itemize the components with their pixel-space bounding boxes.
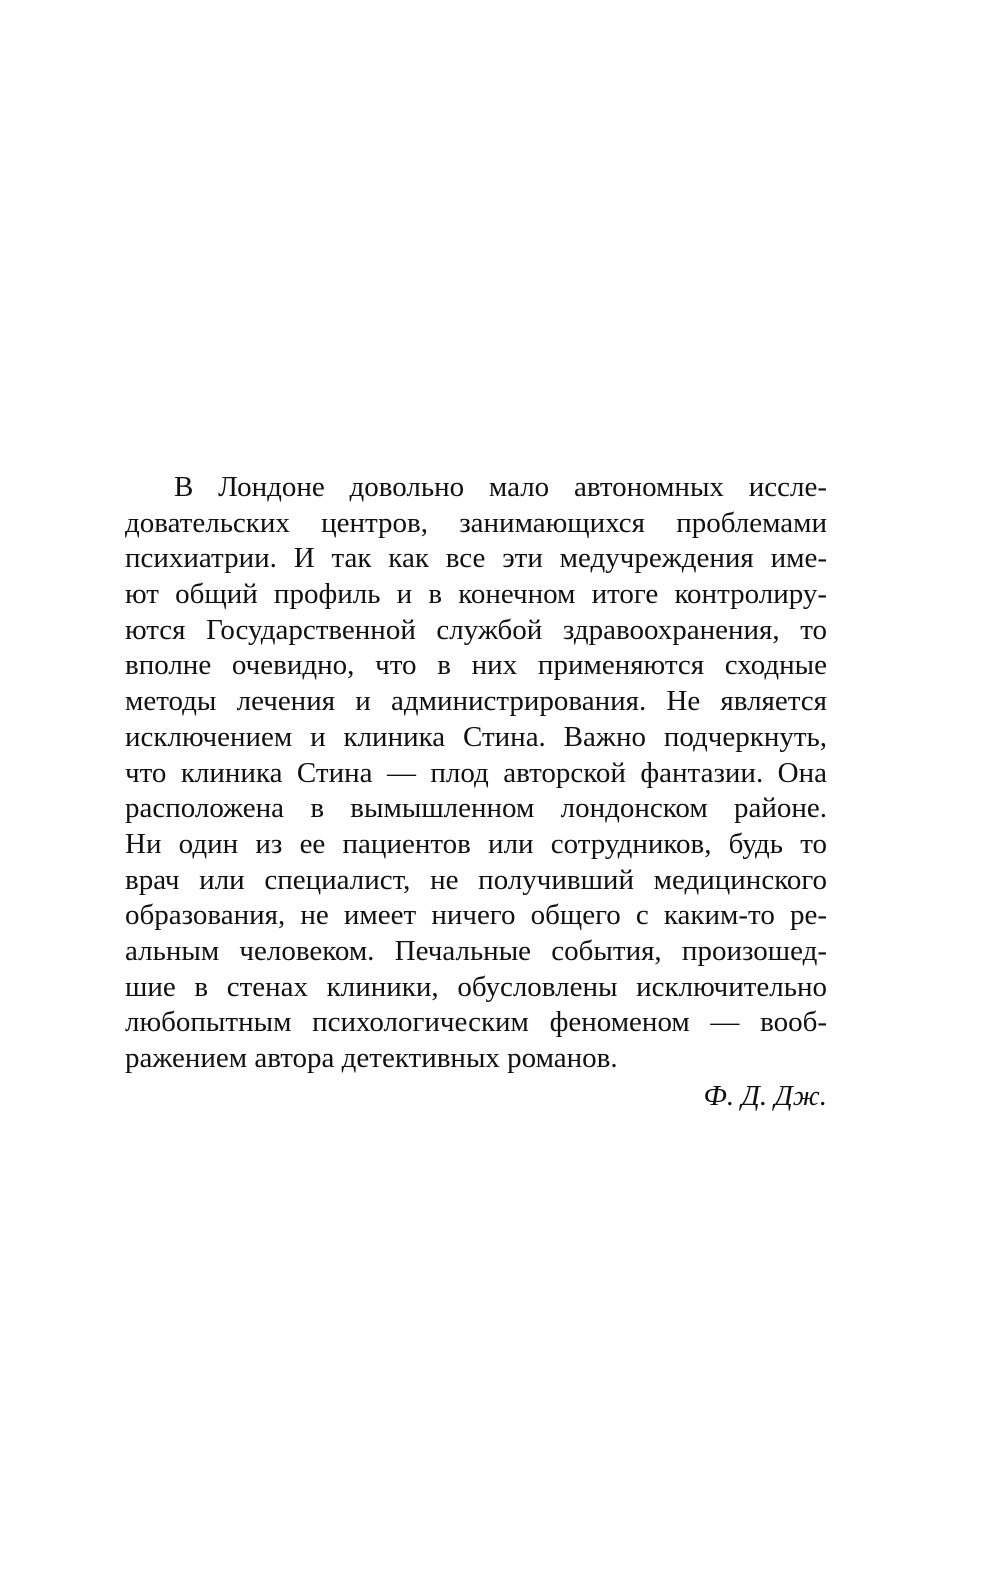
paragraph-line: вполне очевидно, что в них применяются сходные xyxy=(125,649,827,682)
paragraph-line: Ни один из ее пациентов или сотрудников, будь то xyxy=(125,827,827,860)
preface-paragraph xyxy=(125,470,827,1114)
paragraph-line: альным человеком. Печальные события, произошед- xyxy=(125,934,827,967)
paragraph-line: образования, не имеет ничего общего с каким-то ре- xyxy=(125,899,827,932)
paragraph-line: В Лондоне довольно мало автономных иссле- xyxy=(174,471,827,503)
paragraph-line: любопытным психологическим феноменом — вооб- xyxy=(125,1006,827,1039)
paragraph-line: методы лечения и администрирования. Не является xyxy=(125,685,827,718)
paragraph-line: ются Государственной службой здравоохранения, то xyxy=(125,613,827,646)
paragraph-line: ражением автора детективных романов. xyxy=(125,1042,618,1074)
paragraph-line: врач или специалист, не получивший медицинского xyxy=(125,863,827,896)
paragraph-line: расположена в вымышленном лондонском районе. xyxy=(125,792,827,825)
paragraph-line: что клиника Стина — плод авторской фантазии. Она xyxy=(125,756,827,789)
paragraph-line: исключением и клиника Стина. Важно подчеркнуть, xyxy=(125,720,827,753)
paragraph-line: шие в стенах клиники, обусловлены исключительно xyxy=(125,970,827,1003)
paragraph-line: ют общий профиль и в конечном итоге контролиру- xyxy=(125,578,827,611)
paragraph-line: психиатрии. И так как все эти медучреждения име- xyxy=(125,542,827,575)
paragraph-line: довательских центров, занимающихся проблемами xyxy=(125,506,827,539)
author-signature: Ф. Д. Дж. xyxy=(703,1079,827,1112)
